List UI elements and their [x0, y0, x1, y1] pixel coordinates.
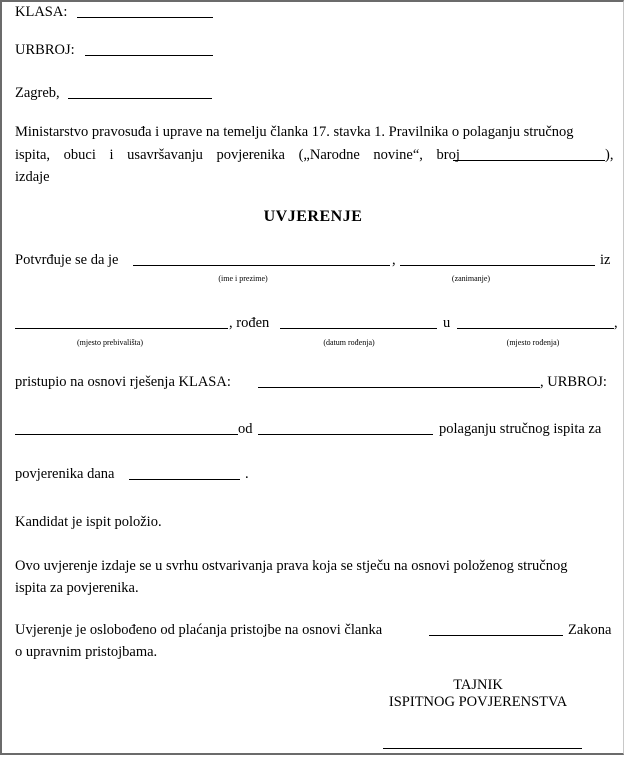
signature-title-1: TAJNIK: [453, 677, 503, 693]
od-text: od: [238, 421, 253, 437]
decision-klasa-blank: [258, 374, 540, 388]
article-blank: [429, 622, 563, 636]
residence-blank: [15, 315, 228, 329]
caption-name: (ime i prezime): [218, 274, 268, 283]
birth-place-blank: [457, 315, 614, 329]
fee-line-2: o upravnim pristojbama.: [15, 644, 158, 660]
urbroj-label: URBROJ:: [15, 42, 75, 58]
urbroj-blank: [85, 42, 213, 56]
access-text: pristupio na osnovi rješenja KLASA:: [15, 374, 231, 390]
klasa-blank: [77, 4, 213, 18]
signature-title-2: ISPITNOG POVJERENSTVA: [388, 694, 568, 710]
passed-text: Kandidat je ispit položio.: [15, 514, 162, 530]
gazette-number-blank: [453, 147, 605, 161]
confirm-text: Potvrđuje se da je: [15, 252, 119, 268]
urbroj-text: , URBROJ:: [540, 374, 607, 390]
exam-date-blank: [129, 466, 240, 480]
occupation-blank: [400, 252, 595, 266]
word: („Narodne: [298, 147, 360, 163]
purpose-text: Ovo uvjerenje izdaje se u svrhu ostvarivanja prava koja se stječu na osnovi položenog stručnog: [15, 558, 568, 574]
date-blank: [68, 85, 212, 99]
decision-date-blank: [258, 421, 433, 435]
word: i: [109, 147, 114, 163]
u-text: u: [443, 315, 451, 331]
born-text: , rođen: [229, 315, 270, 331]
fee-law: Zakona: [568, 622, 612, 638]
comma: ,: [392, 252, 396, 268]
word: ispita,: [15, 147, 51, 163]
purpose-line-1: [15, 558, 617, 574]
intro-text: Ministarstvo pravosuđa i uprave na temelju članka 17. stavka 1. Pravilnika o polaganju stručnog: [15, 124, 574, 140]
decision-urbroj-blank: [15, 421, 238, 435]
fee-line-1: Uvjerenje je oslobođeno od plaćanja pristojbe na osnovi članka: [15, 622, 383, 638]
caption-birth-place: (mjesto rođenja): [506, 338, 560, 347]
caption-occupation: (zanimanje): [451, 274, 491, 283]
intro-line-3: izdaje: [15, 169, 50, 185]
period: .: [245, 466, 249, 482]
intro-line-2-end: ),: [605, 147, 614, 163]
word: obuci: [63, 147, 96, 163]
purpose-line-2: ispita za povjerenika.: [15, 580, 139, 596]
caption-birth-date: (datum rođenja): [323, 338, 375, 347]
word: broj: [436, 147, 460, 163]
intro-line-1: [15, 124, 617, 140]
date-text: povjerenika dana: [15, 466, 115, 482]
intro-line-2: [15, 147, 460, 163]
birth-date-blank: [280, 315, 437, 329]
caption-residence: (mjesto prebivališta): [77, 338, 143, 347]
word: novine“,: [373, 147, 423, 163]
klasa-label: KLASA:: [15, 4, 68, 20]
document-title: UVJERENJE: [263, 208, 363, 225]
word: povjerenika: [216, 147, 285, 163]
iz-text: iz: [600, 252, 611, 268]
signature-blank: [383, 735, 582, 749]
exam-text: polaganju stručnog ispita za: [439, 421, 602, 437]
end-comma: ,: [614, 315, 618, 331]
word: usavršavanju: [127, 147, 203, 163]
place-label: Zagreb,: [15, 85, 60, 101]
name-blank: [133, 252, 390, 266]
